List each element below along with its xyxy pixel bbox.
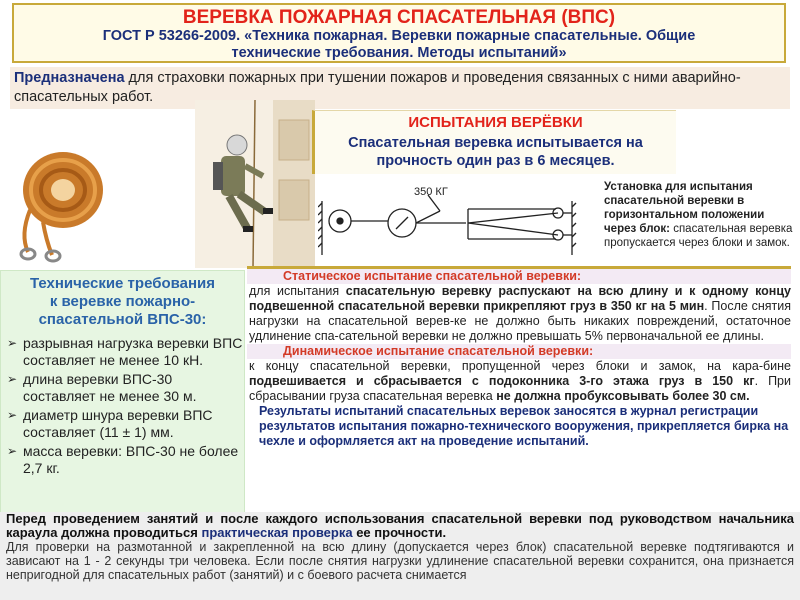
dynamic-test-text: к концу спасательной веревки, пропущенной через блоки и замок, на кара-бине подвешивается и сбрасывается с подоконника 3-го этажа груз в 150 кг. При сбрасывании груза спасательная веревка не должна пробуксовывать более 30 см. bbox=[249, 359, 791, 403]
header-box bbox=[12, 3, 786, 63]
page-title: ВЕРЕВКА ПОЖАРНАЯ СПАСАТЕЛЬНАЯ (ВПС) bbox=[182, 7, 616, 28]
setup-note bbox=[604, 180, 794, 250]
list-item: ➢ разрывная нагрузка веревки ВПС составляет не менее 10 кН. bbox=[7, 335, 243, 368]
test-rig-diagram bbox=[318, 183, 594, 263]
technical-title-line2: к веревке пожарно- bbox=[49, 293, 196, 310]
tests-title: ИСПЫТАНИЯ ВЕРЁВКИ bbox=[408, 114, 583, 131]
list-item: ➢ диаметр шнура веревки ВПС составляет (11 ± 1) мм. bbox=[7, 407, 213, 440]
firefighter-descending-image bbox=[195, 100, 315, 268]
technical-list bbox=[1, 335, 244, 477]
bottom-procedure-text: Для проверки на размотанной и закрепленной на всю длину (допускается через блок) спасательной веревке подтягиваются и зависают на 1 - 2 секунды три человека. Если после снятия нагрузки удлинение спасательной веревки сохранится, она признается непригодной для спасательных работ (занятий) и с боевого расчета снимается bbox=[6, 540, 794, 582]
test-descriptions bbox=[247, 266, 791, 512]
tests-box bbox=[312, 110, 676, 174]
rope-coil-image bbox=[8, 140, 108, 265]
tests-frequency-text: Спасательная веревка испытывается на прочность один раз в 6 месяцев. bbox=[348, 135, 643, 169]
practical-check-highlight: практическая проверка bbox=[201, 525, 353, 540]
dynamic-test-title: Динамическое испытание спасательной веревки: bbox=[247, 344, 791, 359]
purpose-text bbox=[10, 67, 790, 109]
bottom-note bbox=[0, 512, 800, 600]
static-test-text: для испытания спасательную веревку распускают на всю длину и к одному концу подвешенной спасательной веревки прикрепляют груз в 350 кг на 5 мин. После снятия нагрузки на спасательной верев-ке не должно быть никаких повреждений, остаточное удлинение спа-сательной веревки не должно превышать 5% первоначальной ее длины. bbox=[249, 284, 791, 343]
setup-note-text: спасательная веревка пропускается через блоки и замок. bbox=[604, 223, 793, 249]
technical-title bbox=[1, 275, 244, 329]
setup-note-bold: Установка для испытания спасательной веревки в горизонтальном положении через блок: bbox=[604, 181, 765, 235]
bullet-arrow-icon: ➢ bbox=[7, 444, 18, 458]
bullet-arrow-icon: ➢ bbox=[7, 372, 18, 386]
list-item: ➢ длина веревки ВПС-30 составляет не менее 30 м. bbox=[7, 371, 197, 404]
bullet-arrow-icon: ➢ bbox=[7, 336, 18, 350]
static-test-title: Статическое испытание спасательной веревки: bbox=[247, 269, 791, 284]
bullet-arrow-icon: ➢ bbox=[7, 408, 18, 422]
list-item: ➢ масса веревки: ВПС-30 не более 2,7 кг. bbox=[7, 443, 239, 476]
bottom-bold-text: Перед проведением занятий и после каждого использования спасательной веревки под руководством начальника караула должна проводиться практическая проверка ее прочности. bbox=[6, 511, 794, 540]
standard-subtitle-line2: технические требования. Методы испытаний» bbox=[231, 45, 567, 61]
results-text: Результаты испытаний спасательных веревок заносятся в журнал регистрации результатов испытания пожарно-технического вооружения, прикрепляется бирка на чехле и оформляется акт на проведение испытаний. bbox=[259, 404, 789, 448]
technical-title-line3: спасательной ВПС-30: bbox=[38, 311, 207, 328]
purpose-body: для страховки пожарных при тушении пожаров и проведения связанных с ними аварийно-спасательных работ. bbox=[14, 70, 741, 105]
purpose-lead: Предназначена bbox=[14, 70, 125, 86]
technical-title-line1: Технические требования bbox=[29, 275, 216, 292]
technical-requirements-box bbox=[0, 270, 245, 513]
standard-subtitle-line1: ГОСТ Р 53266-2009. «Техника пожарная. Веревки пожарные спасательные. Общие bbox=[102, 28, 696, 44]
diagram-weight-label: 350 КГ bbox=[414, 186, 448, 198]
